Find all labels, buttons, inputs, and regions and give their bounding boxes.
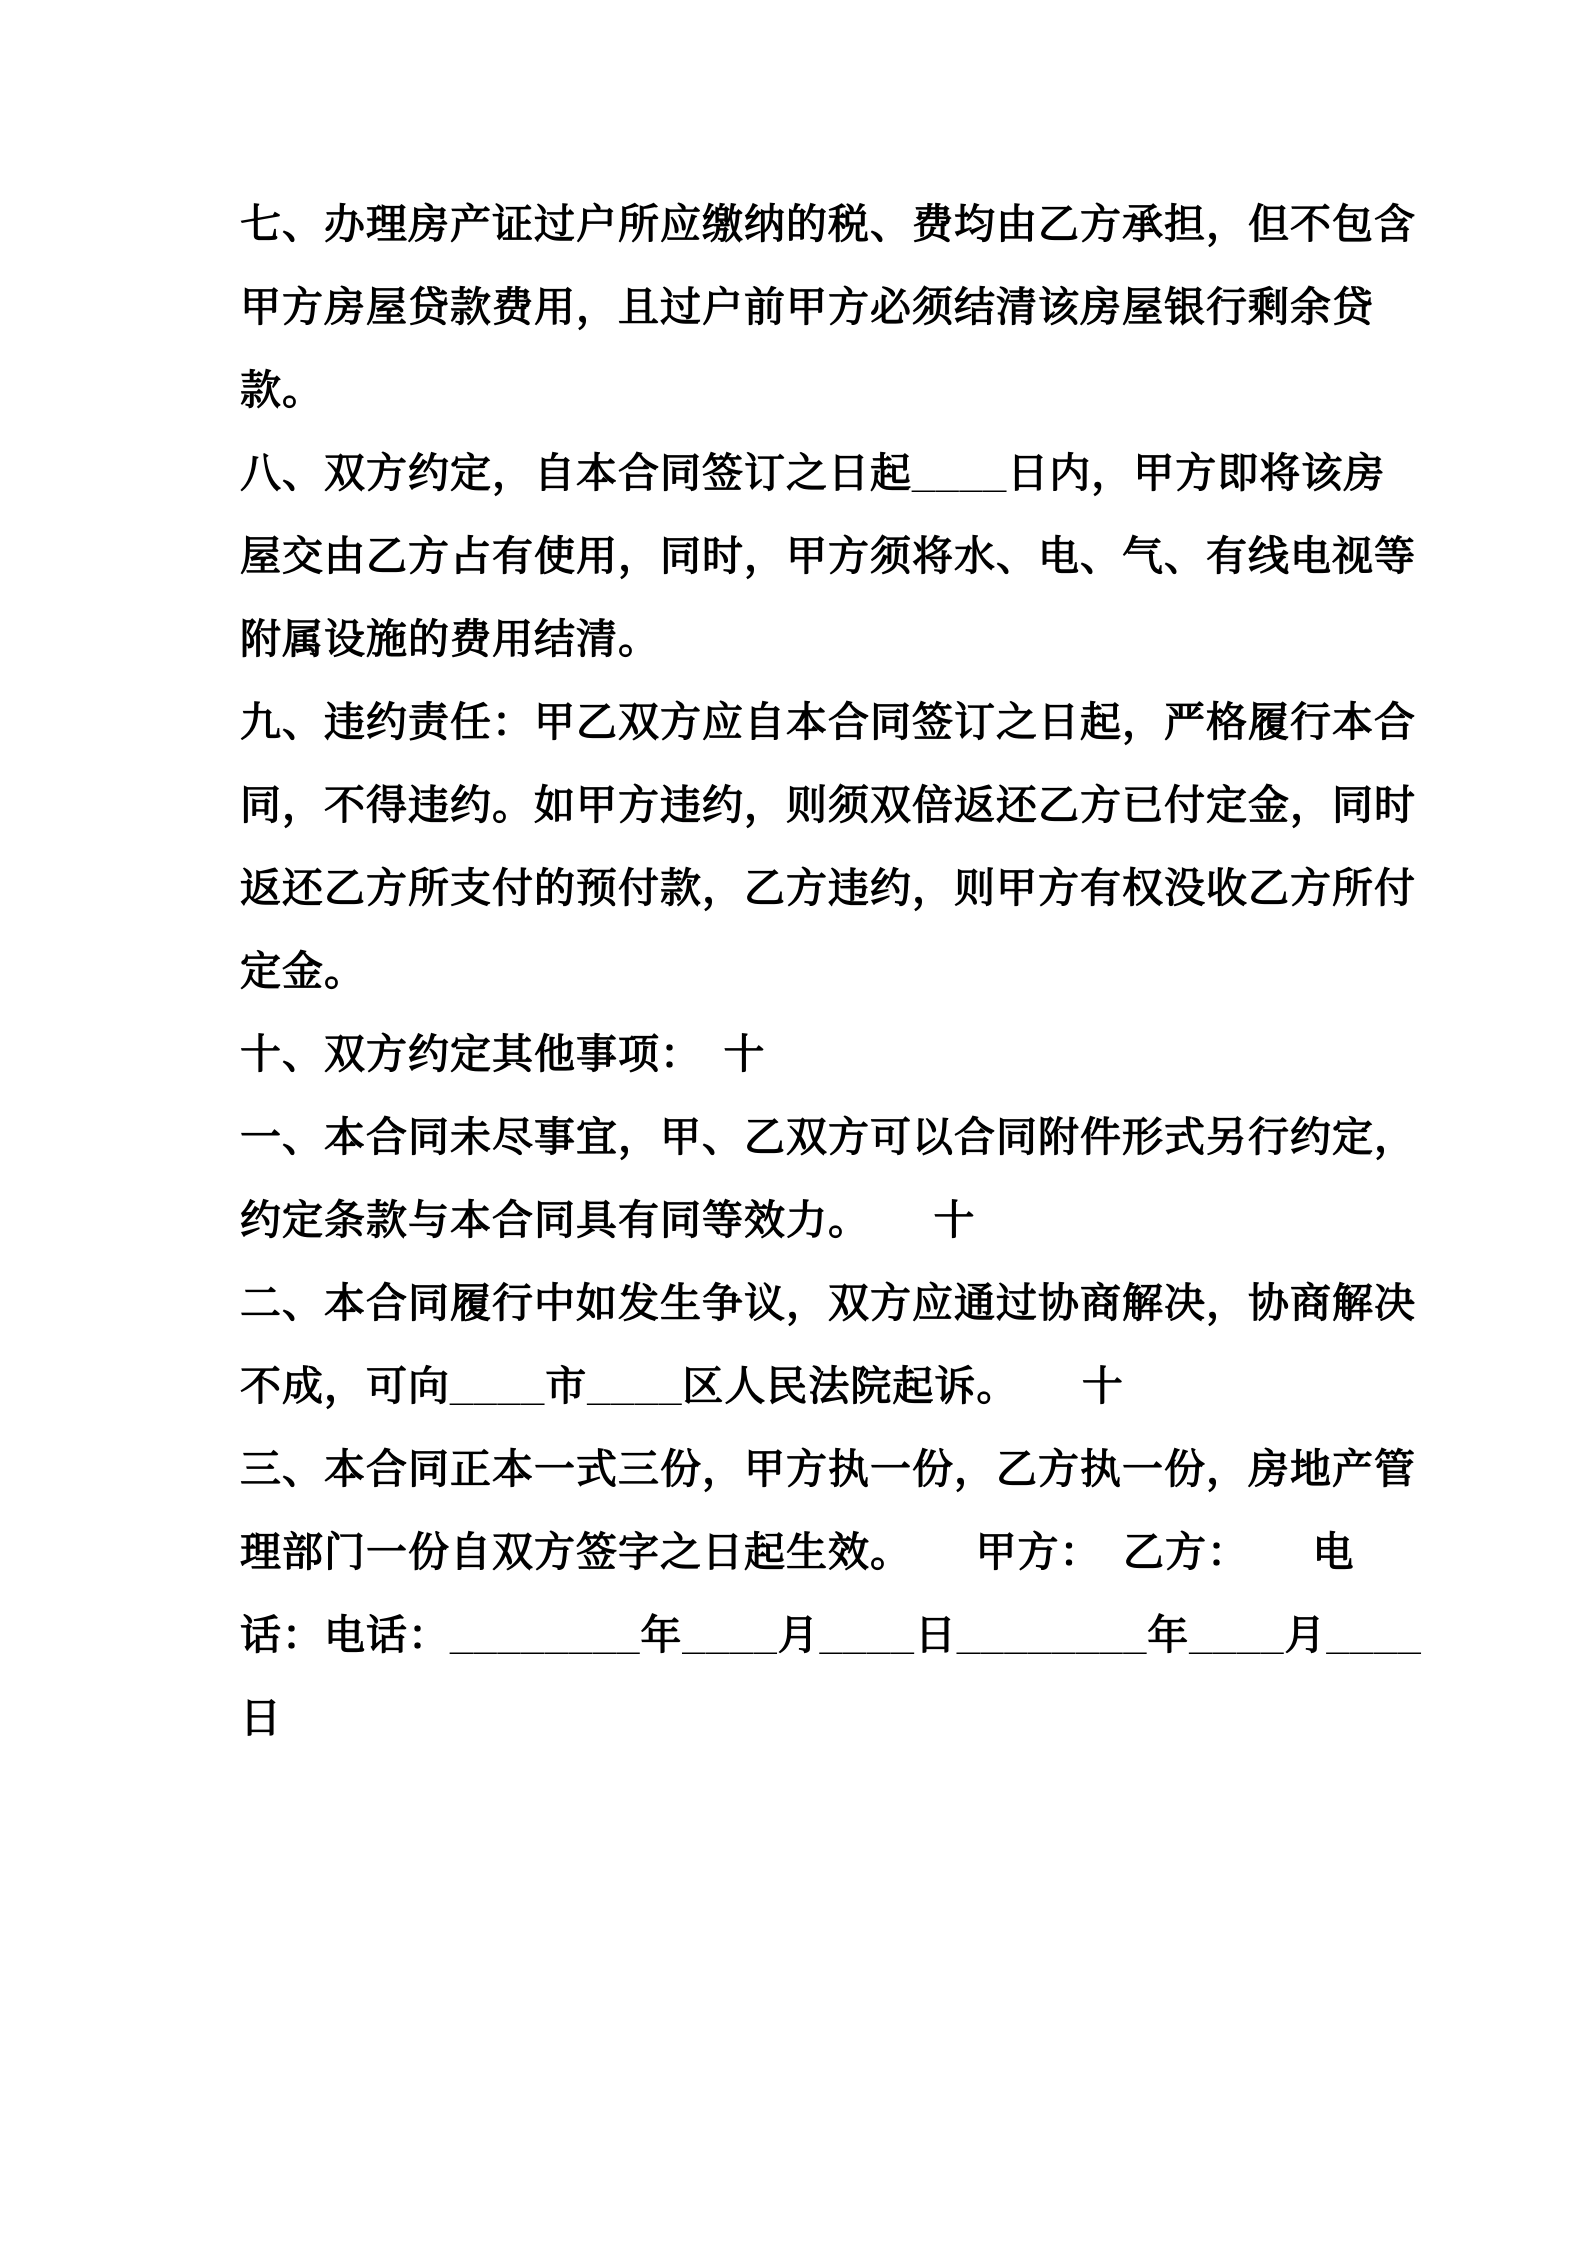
text-line: 约定条款与本合同具有同等效力。 十 <box>240 1197 976 1243</box>
text-line: 八、双方约定，自本合同签订之日起____日内，甲方即将该房 <box>240 450 1386 496</box>
contract-text-block <box>240 183 1450 1760</box>
text-line: 十、双方约定其他事项： 十 <box>240 1031 766 1077</box>
text-line: 一、本合同未尽事宜，甲、乙双方可以合同附件形式另行约定， <box>240 1114 1416 1160</box>
text-line: 九、违约责任：甲乙双方应自本合同签订之日起，严格履行本合 <box>240 699 1416 745</box>
text-line: 三、本合同正本一式三份，甲方执一份，乙方执一份，房地产管 <box>240 1446 1416 1492</box>
text-line: 二、本合同履行中如发生争议，双方应通过协商解决，协商解决 <box>240 1280 1416 1326</box>
text-line: 附属设施的费用结清。 <box>240 616 660 662</box>
text-line: 定金。 <box>240 948 366 994</box>
text-line: 返还乙方所支付的预付款，乙方违约，则甲方有权没收乙方所付 <box>240 865 1416 911</box>
text-line: 屋交由乙方占有使用，同时，甲方须将水、电、气、有线电视等 <box>240 533 1416 579</box>
text-line: 甲方房屋贷款费用，且过户前甲方必须结清该房屋银行剩余贷款。 <box>240 284 1374 413</box>
text-line: 理部门一份自双方签字之日起生效。 甲方： 乙方： 电 <box>240 1529 1355 1575</box>
text-line: 日 <box>240 1695 282 1741</box>
text-line: 不成，可向____市____区人民法院起诉。 十 <box>240 1363 1124 1409</box>
text-line: 七、办理房产证过户所应缴纳的税、费均由乙方承担，但不包含 <box>240 201 1416 247</box>
text-line: 同，不得违约。如甲方违约，则须双倍返还乙方已付定金，同时 <box>240 782 1416 828</box>
text-line: 话：电话：________年____月____日________年____月____ <box>240 1612 1422 1658</box>
